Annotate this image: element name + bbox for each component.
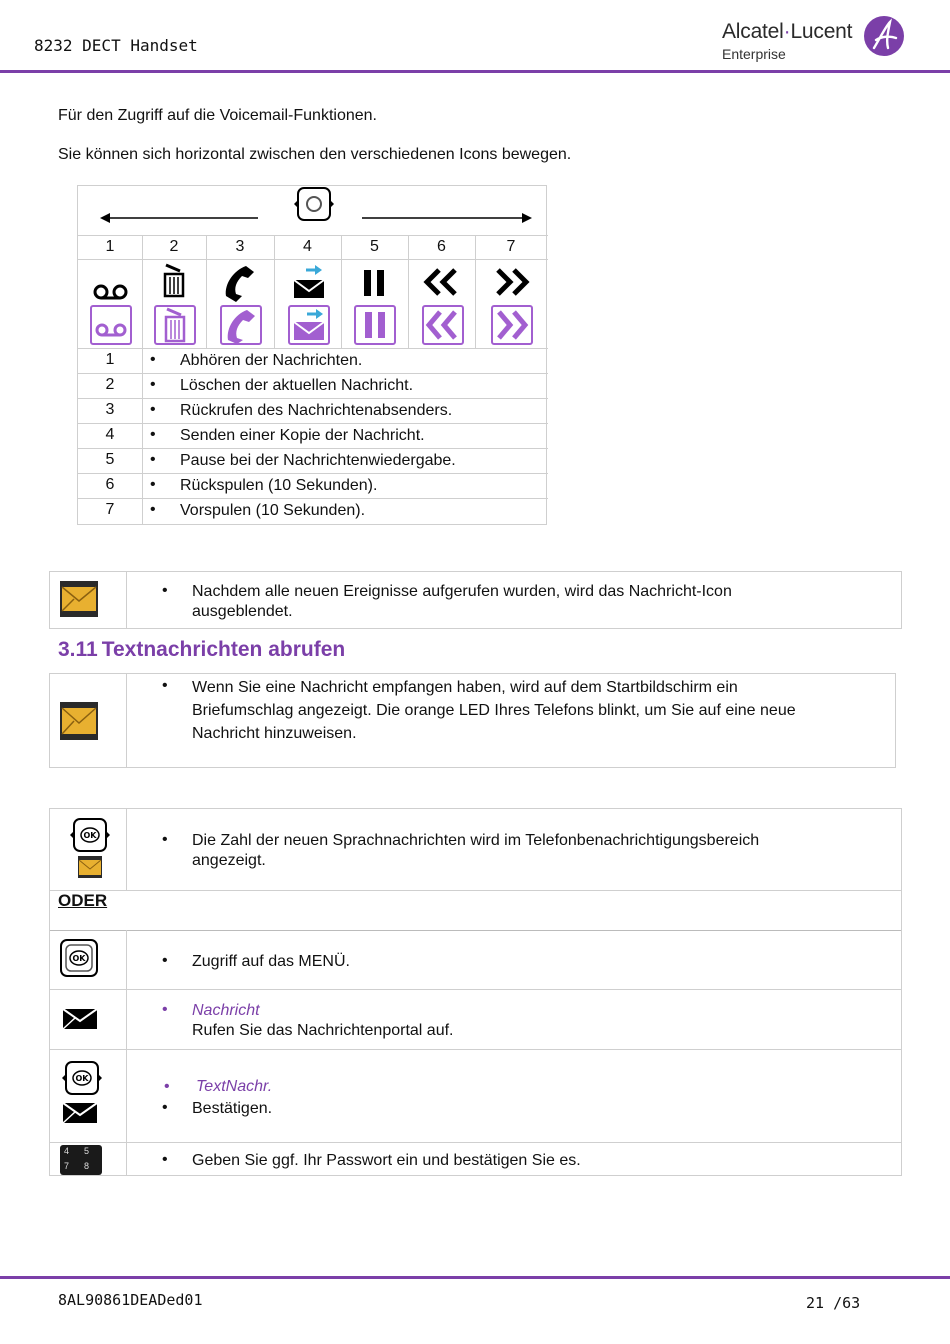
- row-number: 7: [105, 501, 115, 518]
- document-code: 8AL90861DEADed01: [58, 1291, 203, 1309]
- column-number: 2: [169, 238, 179, 255]
- voicemail-icon: [90, 264, 132, 346]
- column-number: 4: [303, 238, 312, 255]
- column-number: 7: [506, 238, 516, 255]
- step-text: Geben Sie ggf. Ihr Passwort ein und bestätigen Sie es.: [192, 1152, 581, 1169]
- nav-key-icon: [294, 186, 334, 224]
- document-header-title: 8232 DECT Handset: [34, 36, 198, 55]
- header-rule: [0, 70, 950, 73]
- menu-item-nachricht[interactable]: Nachricht: [192, 1002, 260, 1019]
- column-number: 3: [235, 238, 245, 255]
- svg-text:OK: OK: [83, 831, 97, 840]
- keypad-icon: [60, 1145, 102, 1175]
- column-number: 5: [370, 238, 379, 255]
- footer-rule: [0, 1276, 950, 1279]
- envelope-icon: [62, 1101, 98, 1125]
- rewind-icon: [421, 262, 465, 346]
- row-number: 1: [105, 351, 115, 368]
- step-text: Bestätigen.: [192, 1100, 273, 1117]
- menu-item-textnachr[interactable]: TextNachr.: [196, 1078, 273, 1095]
- phone-icon: [220, 262, 262, 346]
- intro-line-2: Sie können sich horizontal zwischen den verschiedenen Icons bewegen.: [58, 146, 572, 163]
- or-label: ODER: [58, 891, 108, 910]
- row-text: Senden einer Kopie der Nachricht.: [180, 427, 425, 444]
- column-number: 6: [437, 238, 446, 255]
- envelope-icon: [60, 581, 98, 617]
- ok-key-icon: [70, 817, 110, 853]
- svg-text:OK: OK: [75, 1074, 89, 1083]
- brand-mark-icon: [864, 16, 904, 56]
- step-text: Rufen Sie das Nachrichtenportal auf.: [192, 1022, 454, 1039]
- ok-key-icon: [60, 939, 98, 977]
- note-text-line: Nachdem alle neuen Ereignisse aufgerufen wurden, wird das Nachricht-Icon: [192, 583, 732, 600]
- column-number: 1: [105, 238, 115, 255]
- keypad-key: 5: [84, 1146, 90, 1156]
- ok-key-icon: [62, 1060, 102, 1096]
- section-number: 3.11: [58, 638, 98, 661]
- keypad-key: 7: [64, 1161, 70, 1171]
- row-text: Rückrufen des Nachrichtenabsenders.: [180, 402, 453, 419]
- row-number: 4: [105, 426, 115, 443]
- note-text-line: Nachricht hinzuweisen.: [192, 725, 357, 742]
- forward-mail-icon: [288, 262, 330, 346]
- row-number: 2: [105, 376, 115, 393]
- note-text-line: Wenn Sie eine Nachricht empfangen haben, wird auf dem Startbildschirm ein: [192, 679, 738, 696]
- intro-line-1: Für den Zugriff auf die Voicemail-Funktionen.: [58, 107, 377, 124]
- section-heading: [58, 638, 345, 662]
- row-text: Rückspulen (10 Sekunden).: [180, 477, 378, 494]
- note-text-line: Briefumschlag angezeigt. Die orange LED Ihres Telefons blinkt, um Sie auf eine neue: [192, 702, 796, 719]
- row-number: 5: [105, 451, 115, 468]
- fast-forward-icon: [490, 262, 534, 346]
- section-title: Textnachrichten abrufen: [101, 638, 346, 661]
- keypad-key: 8: [84, 1161, 90, 1171]
- trash-icon: [154, 262, 196, 346]
- row-text: Vorspulen (10 Sekunden).: [180, 502, 366, 519]
- pause-icon: [354, 262, 396, 346]
- row-text: Löschen der aktuellen Nachricht.: [180, 377, 414, 394]
- steps-table: OK • Die Zahl der neuen Sprachnachrichten wird im Telefonbenachrichtigungsbereich angezeigt. OK • Zugriff auf das MENÜ. • Nachricht Rufen Sie das Nachrichtenportal auf. OK • TextNachr. • Bestätigen. 4 5 7 8 • Geben Sie ggf. Ihr Passwort ein und bestätigen Sie es.: [49, 808, 902, 1176]
- row-number: 6: [105, 476, 115, 493]
- envelope-icon: [62, 1007, 98, 1031]
- envelope-icon: [78, 856, 102, 878]
- voicemail-table: 1 2 3 4 5 6 7 1 • Abhören der Nachrichten. 2 • Löschen der aktuellen Nachricht. 3 • Rückrufen des Nachrichtenabsenders. 4 • Senden einer Kopie der Nachricht. 5 • Pause bei der Nachrichtenwiedergabe. 6 • Rückspulen (10 Sekunden). 7 • Vorspulen (10 Sekunden).: [77, 185, 547, 525]
- svg-text:OK: OK: [72, 954, 86, 963]
- page-number: 21 /63: [806, 1294, 861, 1312]
- step-text: Zugriff auf das MENÜ.: [192, 953, 350, 970]
- brand-name-left: Alcatel: [722, 20, 784, 43]
- note-box: • Wenn Sie eine Nachricht empfangen haben, wird auf dem Startbildschirm ein Briefumschlag angezeigt. Die orange LED Ihres Telefons blinkt, um Sie auf eine neue Nachricht hinzuweisen.: [49, 673, 896, 768]
- row-number: 3: [105, 401, 115, 418]
- step-text-line: angezeigt.: [192, 852, 266, 869]
- keypad-key: 4: [64, 1146, 70, 1156]
- envelope-icon: [60, 702, 98, 740]
- note-box: • Nachdem alle neuen Ereignisse aufgerufen wurden, wird das Nachricht-Icon ausgeblendet.: [49, 571, 902, 629]
- brand-sub: Enterprise: [722, 46, 786, 62]
- brand-logo: Alcatel·Lucent Enterprise: [720, 16, 910, 66]
- note-text-line: ausgeblendet.: [192, 603, 293, 620]
- step-text-line: Die Zahl der neuen Sprachnachrichten wird im Telefonbenachrichtigungsbereich: [192, 832, 760, 849]
- brand-name-right: Lucent: [790, 20, 853, 43]
- row-text: Pause bei der Nachrichtenwiedergabe.: [180, 452, 456, 469]
- row-text: Abhören der Nachrichten.: [180, 352, 363, 369]
